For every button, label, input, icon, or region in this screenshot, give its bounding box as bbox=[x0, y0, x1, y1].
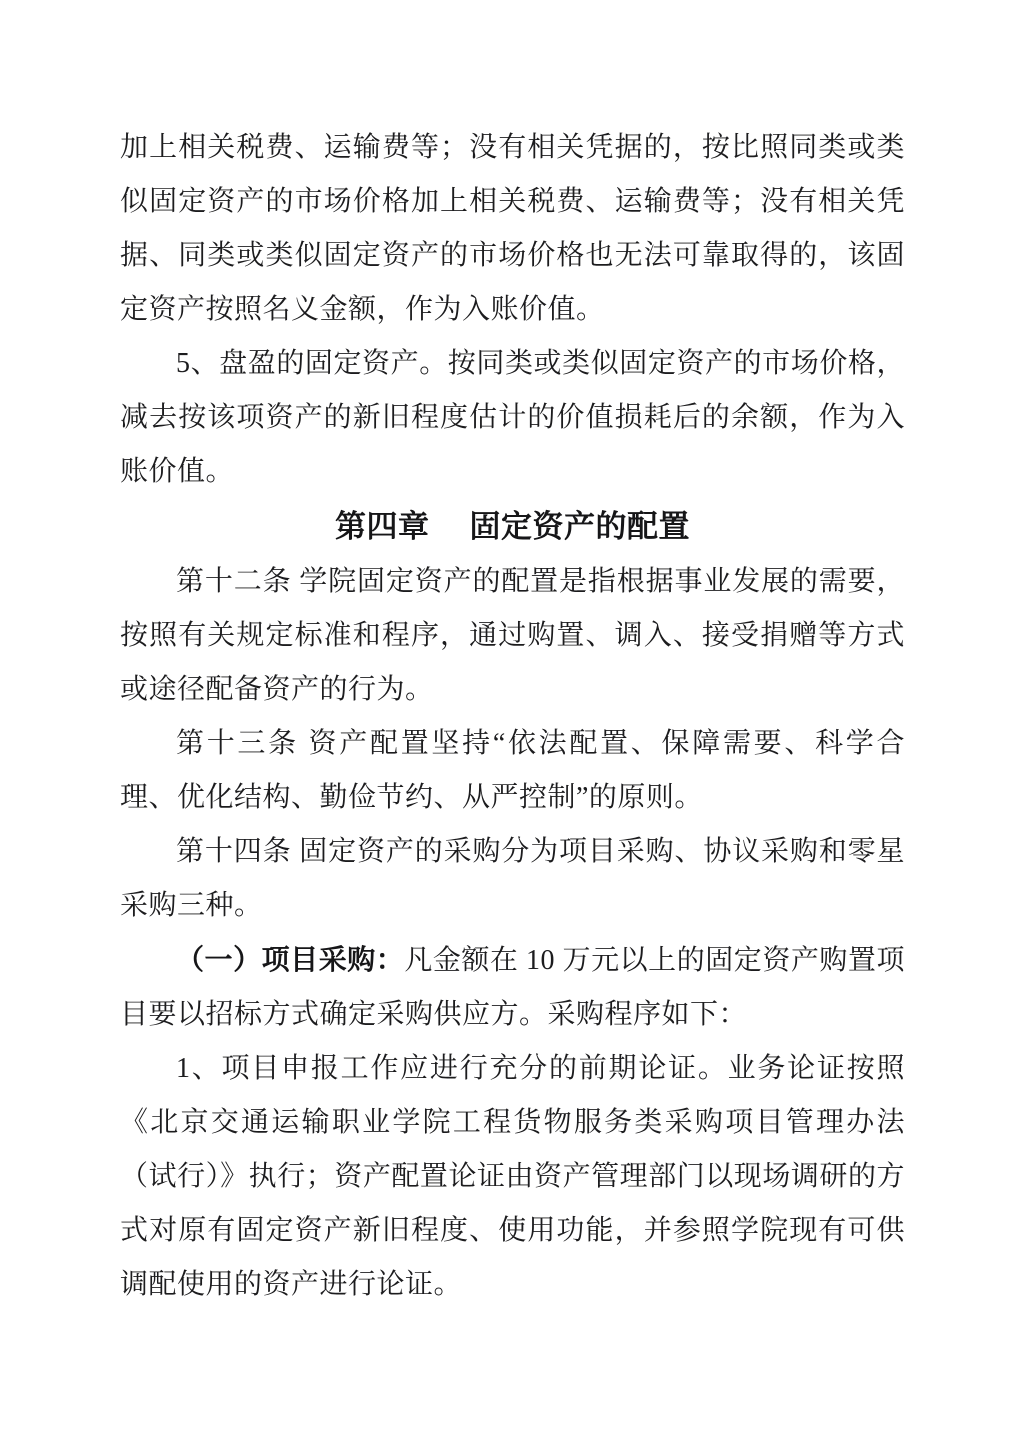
paragraph-article-12: 第十二条 学院固定资产的配置是指根据事业发展的需要，按照有关规定标准和程序，通过购置、调入、接受捐赠等方式或途径配备资产的行为。 bbox=[120, 566, 905, 705]
chapter-title: 固定资产的配置 bbox=[469, 509, 690, 544]
paragraph-project-procurement bbox=[120, 933, 905, 1042]
paragraph-step-1-review: 1、项目申报工作应进行充分的前期论证。业务论证按照《北京交通运输职业学院工程货物服务类采购项目管理办法（试行）》执行；资产配置论证由资产管理部门以现场调研的方式对原有固定资产新旧程度、使用功能，并参照学院现有可供调配使用的资产进行论证。 bbox=[120, 1053, 905, 1300]
project-procurement-body: 凡金额在 10 万元以上的固定资产购置项目要以招标方式确定采购供应方。采购程序如下： bbox=[120, 945, 905, 1030]
paragraph-valuation-continued: 加上相关税费、运输费等；没有相关凭据的，按比照同类或类似固定资产的市场价格加上相关税费、运输费等；没有相关凭据、同类或类似固定资产的市场价格也无法可靠取得的，该固定资产按照名义金额，作为入账价值。 bbox=[120, 132, 905, 325]
chapter-number: 第四章 bbox=[335, 509, 430, 544]
chapter-heading bbox=[120, 499, 905, 555]
paragraph-article-13: 第十三条 资产配置坚持“依法配置、保障需要、科学合理、优化结构、勤俭节约、从严控制”的原则。 bbox=[120, 728, 905, 813]
project-procurement-lead: （一）项目采购： bbox=[176, 944, 405, 975]
paragraph-article-14: 第十四条 固定资产的采购分为项目采购、协议采购和零星采购三种。 bbox=[120, 836, 905, 921]
paragraph-surplus-assets: 5、盘盈的固定资产。按同类或类似固定资产的市场价格，减去按该项资产的新旧程度估计的价值损耗后的余额，作为入账价值。 bbox=[120, 348, 905, 487]
